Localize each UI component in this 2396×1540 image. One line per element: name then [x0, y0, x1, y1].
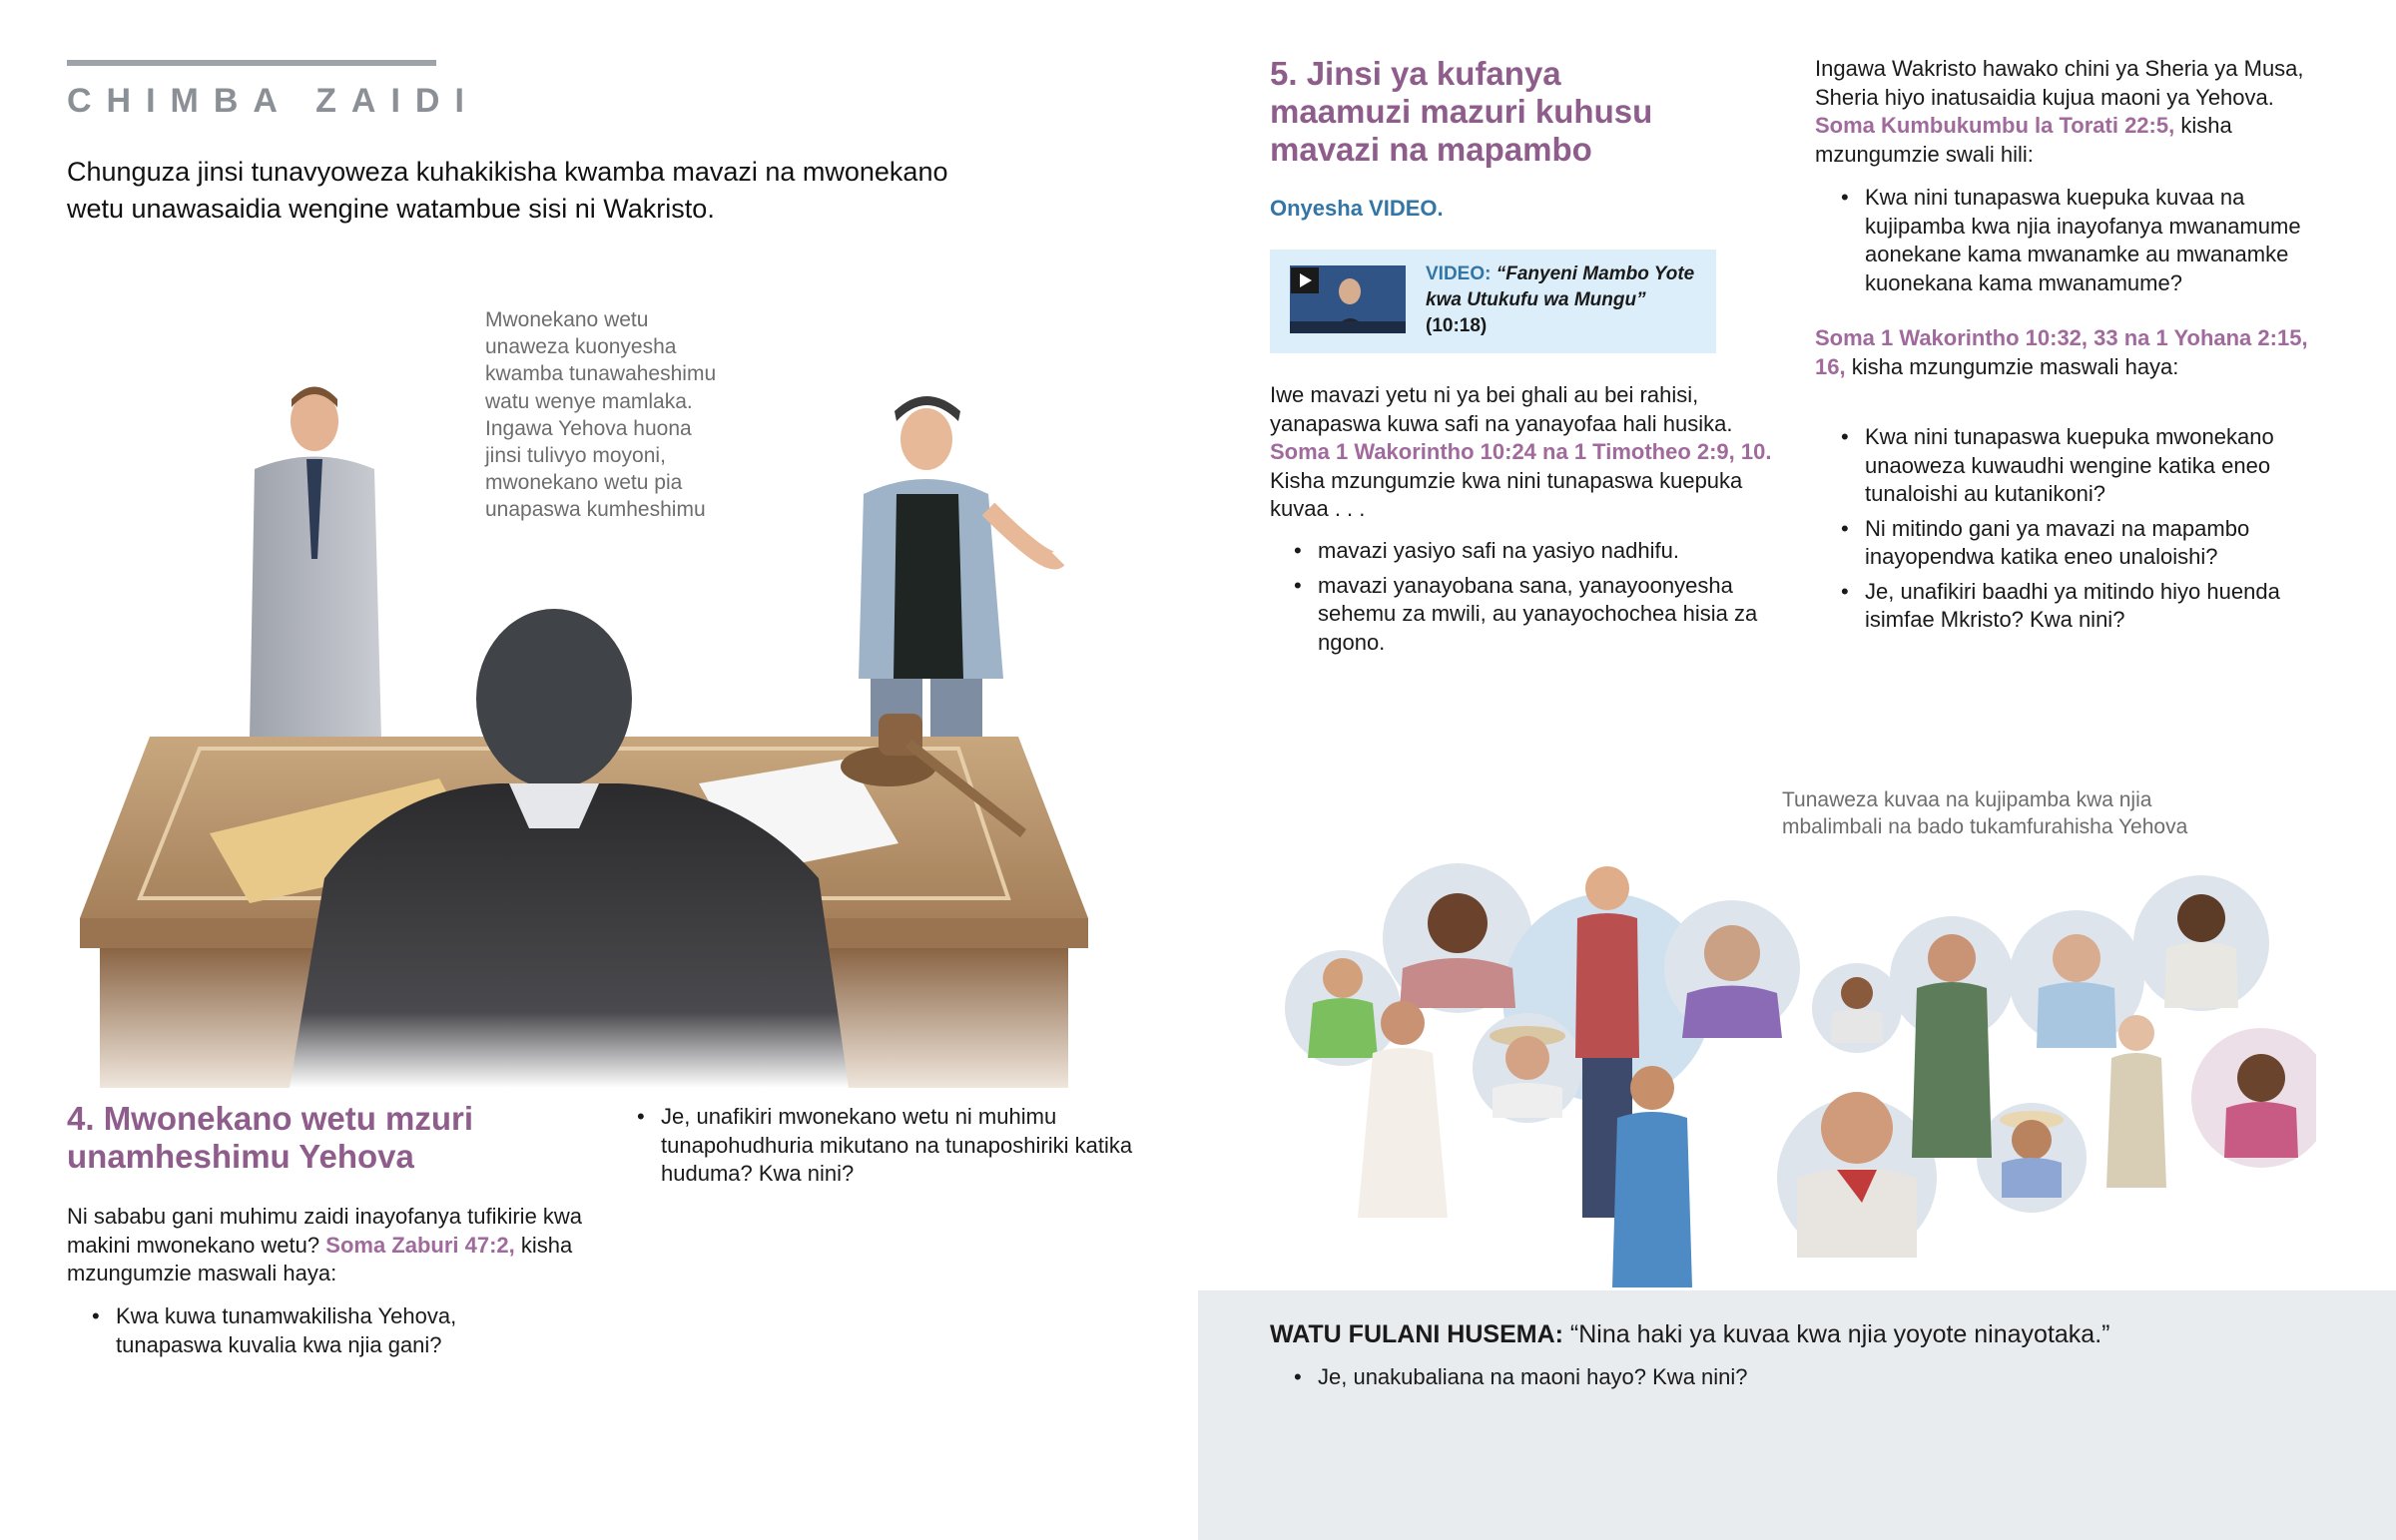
scripture-reference[interactable]: Soma Kumbukumbu la Torati 22:5, — [1815, 113, 2175, 138]
section-5-col2-questions-2 — [1841, 423, 2334, 641]
section-5-col2-paragraph-2: Soma 1 Wakorintho 10:32, 33 na 1 Yohana 2:15, 16, kisha mzungumzie maswali haya: — [1815, 325, 2308, 379]
section-5-heading: 5. Jinsi ya kufanya maamuzi mazuri kuhusu mavazi na mapambo — [1270, 55, 1653, 168]
section-4-paragraph: Ni sababu gani muhimu zaidi inayofanya tufikirie kwa makini mwonekano wetu? Soma Zaburi 47:2, kisha mzungumzie maswali haya: — [67, 1204, 583, 1285]
some-say-questions — [1294, 1363, 2192, 1398]
video-info[interactable] — [1426, 261, 1705, 339]
list-item: • Kwa kuwa tunamwakilisha Yehova, tunapaswa kuvalia kwa njia gani? — [92, 1302, 511, 1359]
list-item: • Je, unafikiri baadhi ya mitindo hiyo huenda isimfae Mkristo? Kwa nini? — [1841, 578, 2334, 635]
illustration-2-caption: Tunaweza kuvaa na kujipamba kwa njia mbalimbali na bado tukamfurahisha Yehova — [1782, 788, 2188, 839]
list-item: • mavazi yasiyo safi na yasiyo nadhifu. — [1294, 537, 1763, 566]
section-5-bullets — [1294, 537, 1763, 663]
some-say-statement — [1270, 1317, 2348, 1351]
header-rule — [67, 60, 436, 66]
some-say-quote: “Nina haki ya kuvaa kwa njia yoyote ninayotaka.” — [1569, 1320, 2110, 1348]
scripture-reference[interactable]: Soma 1 Wakorintho 10:24 na 1 Timotheo 2:9, 10. — [1270, 439, 1772, 464]
section-4-questions — [92, 1302, 511, 1365]
section-4-questions-col2 — [637, 1103, 1136, 1195]
section-5-col2-paragraph: Ingawa Wakristo hawako chini ya Sheria ya Musa, Sheria hiyo inatusaidia kujua maoni ya Yehova. Soma Kumbukumbu la Torati 22:5, kisha mzungumzie swali hili: — [1815, 56, 2304, 167]
illustration-1-caption: Mwonekano wetu unaweza kuonyesha kwamba tunawaheshimu watu wenye mamlaka. Ingawa Yehova huona jinsi tulivyo moyoni, mwonekano wetu pia unapaswa kumheshimu — [485, 308, 717, 522]
list-item: • Kwa nini tunapaswa kuepuka kuvaa na kujipamba kwa njia inayofanya mwanamume aonekane kama mwanamke au mwanamke kuonekana kama mwanamume? — [1841, 184, 2334, 297]
section-label: CHIMBA ZAIDI — [67, 82, 479, 120]
play-icon[interactable] — [1291, 267, 1319, 293]
section-4-heading: 4. Mwonekano wetu mzuri unamheshimu Yehova — [67, 1100, 474, 1175]
video-duration: (10:18) — [1426, 315, 1488, 336]
section-5-col2-questions — [1841, 184, 2334, 303]
list-item: • Ni mitindo gani ya mavazi na mapambo inayopendwa katika eneo unaloishi? — [1841, 515, 2334, 572]
video-label: VIDEO: — [1426, 263, 1492, 284]
show-video-instruction: Onyesha VIDEO. — [1270, 196, 1444, 221]
list-item: • Je, unakubaliana na maoni hayo? Kwa nini? — [1294, 1363, 2192, 1392]
scripture-reference[interactable]: Soma 1 Wakorintho 10:32, 33 na 1 Yohana 2:15, 16, — [1815, 325, 2308, 379]
section-5-paragraph: Iwe mavazi yetu ni ya bei ghali au bei rahisi, yanapaswa kuwa safi na yanayofaa hali husika. Soma 1 Wakorintho 10:24 na 1 Timotheo 2:9, 10. Kisha mzungumzie kwa nini tunapaswa kuepuka kuvaa . . . — [1270, 382, 1772, 521]
video-title[interactable]: “Fanyeni Mambo Yote kwa Utukufu wa Mungu” — [1426, 263, 1695, 310]
diverse-people-illustration — [1278, 858, 2316, 1287]
list-item: • Je, unafikiri mwonekano wetu ni muhimu tunapohudhuria mikutano na tunaposhiriki katika huduma? Kwa nini? — [637, 1103, 1136, 1189]
some-say-label: WATU FULANI HUSEMA: — [1270, 1320, 1563, 1348]
list-item: • mavazi yanayobana sana, yanayoonyesha sehemu za mwili, au yanayochochea hisia za ngono. — [1294, 572, 1763, 658]
list-item: • Kwa nini tunapaswa kuepuka mwonekano unaoweza kuwaudhi wengine katika eneo tunaloishi au kutanikoni? — [1841, 423, 2334, 509]
intro-text: Chunguza jinsi tunavyoweza kuhakikisha kwamba mavazi na mwonekano wetu unawasaidia wengine watambue sisi ni Wakristo. — [67, 157, 948, 224]
scripture-reference[interactable]: Soma Zaburi 47:2, — [325, 1232, 515, 1258]
